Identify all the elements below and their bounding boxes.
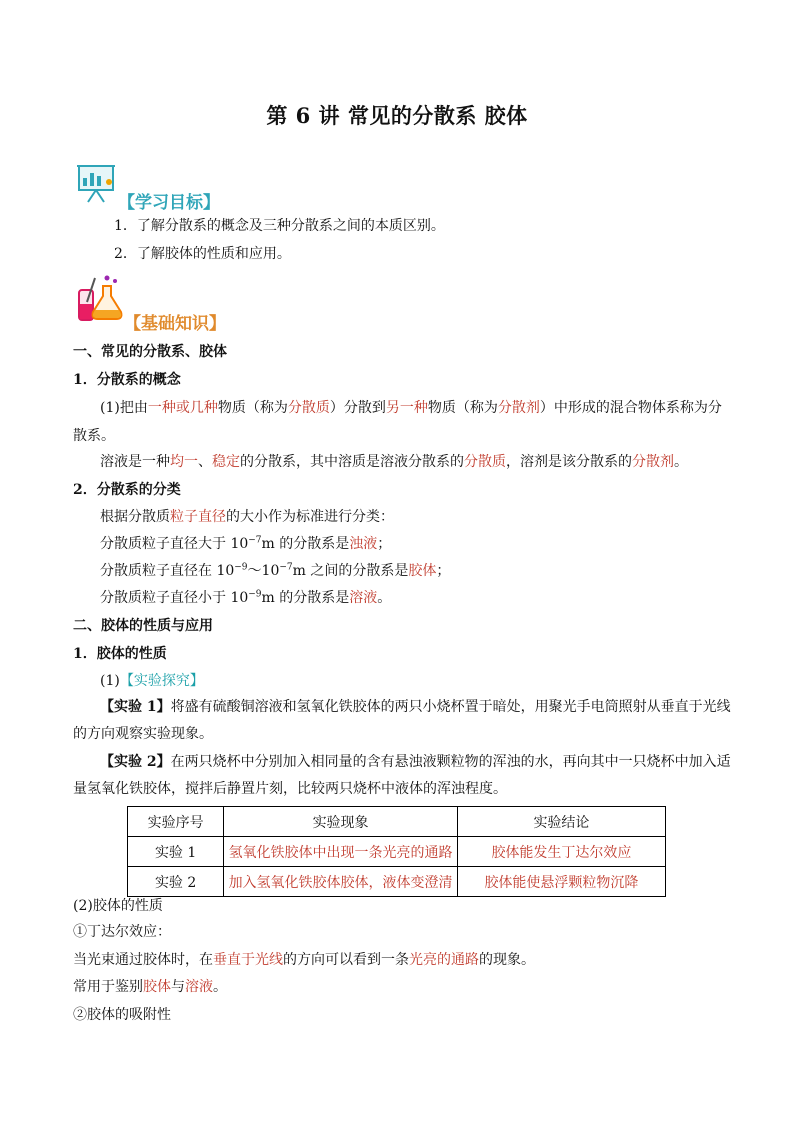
- table-header-row: [128, 807, 666, 837]
- classification-solution: 分散质粒子直径小于 $10^{-9}m$ 的分散系是溶液。: [100, 589, 392, 606]
- classification-colloid: 分散质粒子直径在 $10^{-9}\sim 10^{-7}m$ 之间的分散系是胶体；: [100, 562, 451, 579]
- page-title: 第 6 讲 常见的分散系 胶体: [266, 103, 528, 128]
- basics-heading: 【基础知识】: [124, 314, 226, 334]
- table-cell: 胶体能发生丁达尔效应: [457, 837, 665, 867]
- experiment-table: [127, 806, 666, 897]
- experiment-1-cont: 的方向观察实验现象。: [73, 726, 213, 742]
- adsorption-heading: ②胶体的吸附性: [73, 1007, 171, 1023]
- part1-sub2: 2．分散系的分类: [73, 482, 181, 498]
- presentation-board-icon: [73, 160, 119, 208]
- experiment-explore: (1)【实验探究】: [100, 673, 204, 689]
- table-row: [128, 837, 666, 867]
- paragraph-classification: 根据分散质粒子直径的大小作为标准进行分类：: [100, 509, 394, 525]
- experiment-2: 【实验 2】在两只烧杯中分别加入相同量的含有悬浊液颗粒物的浑浊的水，再向其中一只烧杯中加入适: [100, 754, 731, 770]
- experiment-2-cont: 量氢氧化铁胶体，搅拌后静置片刻，比较两只烧杯中液体的浑浊程度。: [73, 781, 507, 797]
- paragraph-dispersion-def: (1)把由一种或几种物质（称为分散质）分散到另一种物质（称为分散剂）中形成的混合物体系称为分: [100, 400, 722, 416]
- paragraph-solution: 溶液是一种均一、稳定的分散系，其中溶质是溶液分散系的分散质，溶剂是该分散系的分散剂。: [100, 454, 688, 470]
- table-cell: 氢氧化铁胶体中出现一条光亮的通路: [224, 837, 458, 867]
- goal-item: 1．了解分散系的概念及三种分散系之间的本质区别。: [114, 218, 445, 234]
- tyndall-heading: ①丁达尔效应：: [73, 924, 171, 940]
- table-cell: 胶体能使悬浮颗粒物沉降: [457, 867, 665, 897]
- table-cell: 加入氢氧化铁胶体胶体，液体变澄清: [224, 867, 458, 897]
- tyndall-text: 当光束通过胶体时，在垂直于光线的方向可以看到一条光亮的通路的现象。: [73, 952, 535, 968]
- part2-heading: 二、胶体的性质与应用: [73, 618, 213, 634]
- goals-heading: 【学习目标】: [118, 193, 220, 213]
- flask-icon: [73, 272, 127, 328]
- props-heading: (2)胶体的性质: [73, 898, 163, 914]
- table-header: 实验结论: [457, 807, 665, 837]
- tyndall-usage: 常用于鉴别胶体与溶液。: [73, 979, 227, 995]
- table-row: [128, 867, 666, 897]
- table-cell: 实验 1: [128, 837, 224, 867]
- classification-suspension: 分散质粒子直径大于 $10^{-7}m$ 的分散系是浊液；: [100, 535, 392, 552]
- part2-sub1: 1．胶体的性质: [73, 646, 167, 662]
- part1-heading: 一、常见的分散系、胶体: [73, 344, 227, 360]
- table-header: 实验序号: [128, 807, 224, 837]
- part1-sub1: 1．分散系的概念: [73, 372, 181, 388]
- paragraph-dispersion-def-cont: 散系。: [73, 428, 115, 444]
- table-cell: 实验 2: [128, 867, 224, 897]
- table-header: 实验现象: [224, 807, 458, 837]
- goal-item: 2．了解胶体的性质和应用。: [114, 246, 291, 262]
- experiment-1: 【实验 1】将盛有硫酸铜溶液和氢氧化铁胶体的两只小烧杯置于暗处，用聚光手电筒照射从垂直于光线: [100, 699, 731, 715]
